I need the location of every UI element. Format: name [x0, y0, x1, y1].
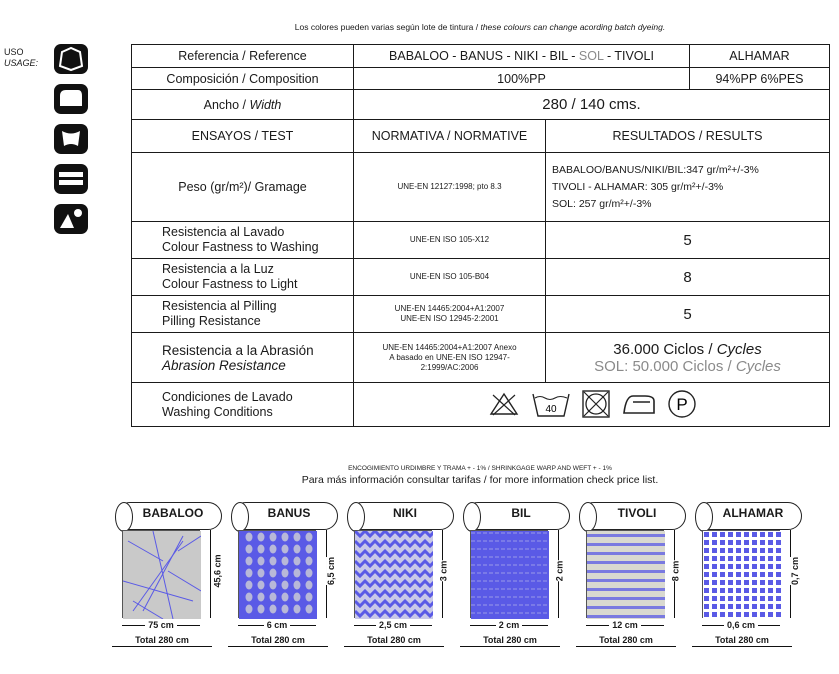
- repeat-width: 0,6 cm: [702, 620, 780, 630]
- wash-label: Resistencia al Lavado Colour Fastness to Washing: [132, 222, 354, 259]
- pill-result: 5: [546, 296, 830, 333]
- repeat-height: 45,6 cm: [204, 530, 218, 618]
- pill-norm: UNE-EN 14465:2004+A1:2007 UNE-EN ISO 12945-2:2001: [354, 296, 546, 333]
- total-width: Total 280 cm: [460, 635, 560, 645]
- ref-value-alhamar: ALHAMAR: [690, 45, 830, 68]
- shrinkage-note: ENCOGIMIENTO URDIMBRE Y TRAMA + - 1% / SHRINKGAGE WARP AND WEFT + - 1%: [348, 465, 612, 472]
- roll-name: BABALOO: [142, 506, 204, 520]
- price-list-note: Para más información consultar tarifas / for more information check price list.: [301, 474, 659, 486]
- repeat-height: 3 cm: [436, 530, 450, 618]
- width-value: 280 / 140 cms.: [354, 90, 830, 120]
- pill-label: Resistencia al Pilling Pilling Resistance: [132, 296, 354, 333]
- fabric-swatch: [586, 530, 664, 618]
- repeat-width: 6 cm: [238, 620, 316, 630]
- repeat-width: 12 cm: [586, 620, 664, 630]
- batch-note: Los colores pueden varias según lote de tintura / these colours can change acording batch dyeing.: [294, 22, 666, 32]
- width-label: Ancho / Width: [132, 90, 354, 120]
- spec-table: [131, 44, 830, 427]
- usage-icons: [54, 44, 90, 244]
- sofa-icon: [54, 84, 88, 114]
- upholstery-icon: [54, 164, 88, 194]
- fabric-swatch: [122, 530, 200, 618]
- repeat-height: 6,5 cm: [320, 530, 334, 618]
- roll-name: ALHAMAR: [722, 506, 784, 520]
- dry-clean-p-icon: [667, 389, 697, 419]
- iron-low-icon: [621, 391, 657, 417]
- fabric-roll-tivoli: [576, 500, 688, 655]
- cushion-icon: [54, 124, 88, 154]
- fabric-roll-banus: [228, 500, 340, 655]
- ref-label: Referencia / Reference: [132, 45, 354, 68]
- wash-result: 5: [546, 222, 830, 259]
- total-width: Total 280 cm: [692, 635, 792, 645]
- head-test: ENSAYOS / TEST: [132, 120, 354, 153]
- wash-40-icon: [531, 390, 571, 418]
- comp-value: 100%PP: [354, 68, 690, 90]
- repeat-width: 75 cm: [122, 620, 200, 630]
- roll-name: NIKI: [393, 506, 417, 520]
- fabric-swatch: [238, 530, 316, 618]
- no-tumble-dry-icon: [581, 389, 611, 419]
- head-norm: NORMATIVA / NORMATIVE: [354, 120, 546, 153]
- fabric-swatch: [702, 530, 780, 618]
- ref-value: BABALOO - BANUS - NIKI - BIL - SOL - TIVOLI: [354, 45, 690, 68]
- fabric-roll-niki: [344, 500, 456, 655]
- armchair-icon: [54, 44, 88, 74]
- cond-label: Condiciones de Lavado Washing Conditions: [132, 383, 354, 427]
- total-width: Total 280 cm: [344, 635, 444, 645]
- comp-label: Composición / Composition: [132, 68, 354, 90]
- roll-name: BANUS: [267, 506, 311, 520]
- peso-label: Peso (gr/m²)/ Gramage: [132, 153, 354, 222]
- light-norm: UNE-EN ISO 105-B04: [354, 259, 546, 296]
- dry-clean-letter: P: [675, 395, 688, 414]
- repeat-width: 2,5 cm: [354, 620, 432, 630]
- repeat-height: 8 cm: [668, 530, 682, 618]
- fabric-roll-babaloo: [112, 500, 224, 655]
- fabric-roll-alhamar: [692, 500, 804, 655]
- no-bleach-icon: [487, 391, 521, 417]
- fabric-roll-bil: [460, 500, 572, 655]
- abr-results: 36.000 Ciclos / Cycles SOL: 50.000 Ciclos / Cycles: [546, 333, 830, 383]
- peso-results: BABALOO/BANUS/NIKI/BIL:347 gr/m²+/-3% TIVOLI - ALHAMAR: 305 gr/m²+/-3% SOL: 257 gr/m²+/-3%: [546, 153, 830, 222]
- light-label: Resistencia a la Luz Colour Fastness to Light: [132, 259, 354, 296]
- roll-name: BIL: [511, 506, 531, 520]
- abr-norm: UNE-EN 14465:2004+A1:2007 Anexo A basado en UNE-EN ISO 12947- 2:1999/AC:2006: [354, 333, 546, 383]
- wash-norm: UNE-EN ISO 105-X12: [354, 222, 546, 259]
- total-width: Total 280 cm: [112, 635, 212, 645]
- total-width: Total 280 cm: [228, 635, 328, 645]
- repeat-width: 2 cm: [470, 620, 548, 630]
- light-result: 8: [546, 259, 830, 296]
- comp-value-alhamar: 94%PP 6%PES: [690, 68, 830, 90]
- usage-label: USO USAGE:: [4, 47, 39, 68]
- repeat-height: 2 cm: [552, 530, 566, 618]
- wash-temp: 40: [544, 404, 557, 415]
- repeat-height: 0,7 cm: [784, 530, 798, 618]
- light-exposure-icon: [54, 204, 88, 234]
- fabric-swatch: [354, 530, 432, 618]
- head-results: RESULTADOS / RESULTS: [546, 120, 830, 153]
- abr-label: Resistencia a la Abrasión Abrasion Resistance: [132, 333, 354, 383]
- roll-name: TIVOLI: [617, 506, 657, 520]
- care-symbols: [354, 383, 830, 427]
- peso-norm: UNE-EN 12127:1998; pto 8.3: [354, 153, 546, 222]
- fabric-swatch: [470, 530, 548, 618]
- total-width: Total 280 cm: [576, 635, 676, 645]
